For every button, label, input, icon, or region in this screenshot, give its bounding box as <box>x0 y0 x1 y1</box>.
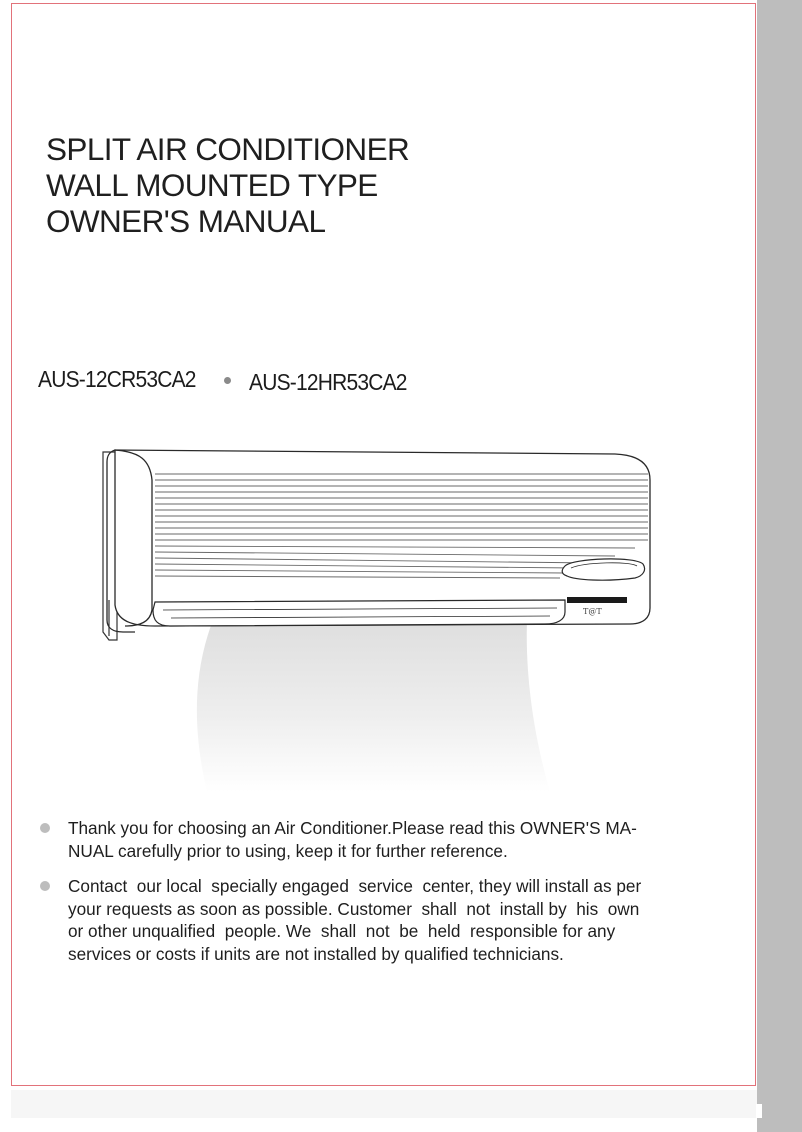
list-item <box>38 875 708 965</box>
air-conditioner-illustration <box>95 440 665 805</box>
bullet-icon <box>40 823 50 833</box>
bottom-strip <box>11 1090 757 1118</box>
note-line: your requests as soon as possible. Customer shall not install by his own <box>68 898 640 919</box>
note-line: Contact our local specially engaged service center, they will install as per <box>68 876 642 897</box>
title-line-3: OWNER'S MANUAL <box>46 203 326 239</box>
notes-list <box>38 817 708 979</box>
note-line: Thank you for choosing an Air Conditioner.Please read this OWNER'S MA- <box>68 818 637 838</box>
title-line-1: SPLIT AIR CONDITIONER <box>46 131 410 167</box>
bullet-icon <box>40 881 50 891</box>
title-line-2: WALL MOUNTED TYPE <box>46 167 378 203</box>
model-number-heatpump: AUS-12HR53CA2 <box>249 370 407 396</box>
manual-title <box>46 131 409 239</box>
display-window <box>562 559 644 580</box>
note-line: or other unqualified people. We shall not be held responsible for any <box>68 921 616 942</box>
side-bar <box>757 0 802 1132</box>
air-outlet <box>153 600 565 626</box>
list-item <box>38 817 708 862</box>
model-separator-dot <box>224 377 231 384</box>
note-line: services or costs if units are not installed by qualified technicians. <box>68 943 564 964</box>
airflow-plume <box>197 620 550 792</box>
panel-logo: T@T <box>583 607 602 616</box>
model-number-cooling: AUS-12CR53CA2 <box>38 367 196 393</box>
note-line: NUAL carefully prior to using, keep it for further reference. <box>68 840 508 861</box>
bottom-mark <box>756 1104 762 1118</box>
